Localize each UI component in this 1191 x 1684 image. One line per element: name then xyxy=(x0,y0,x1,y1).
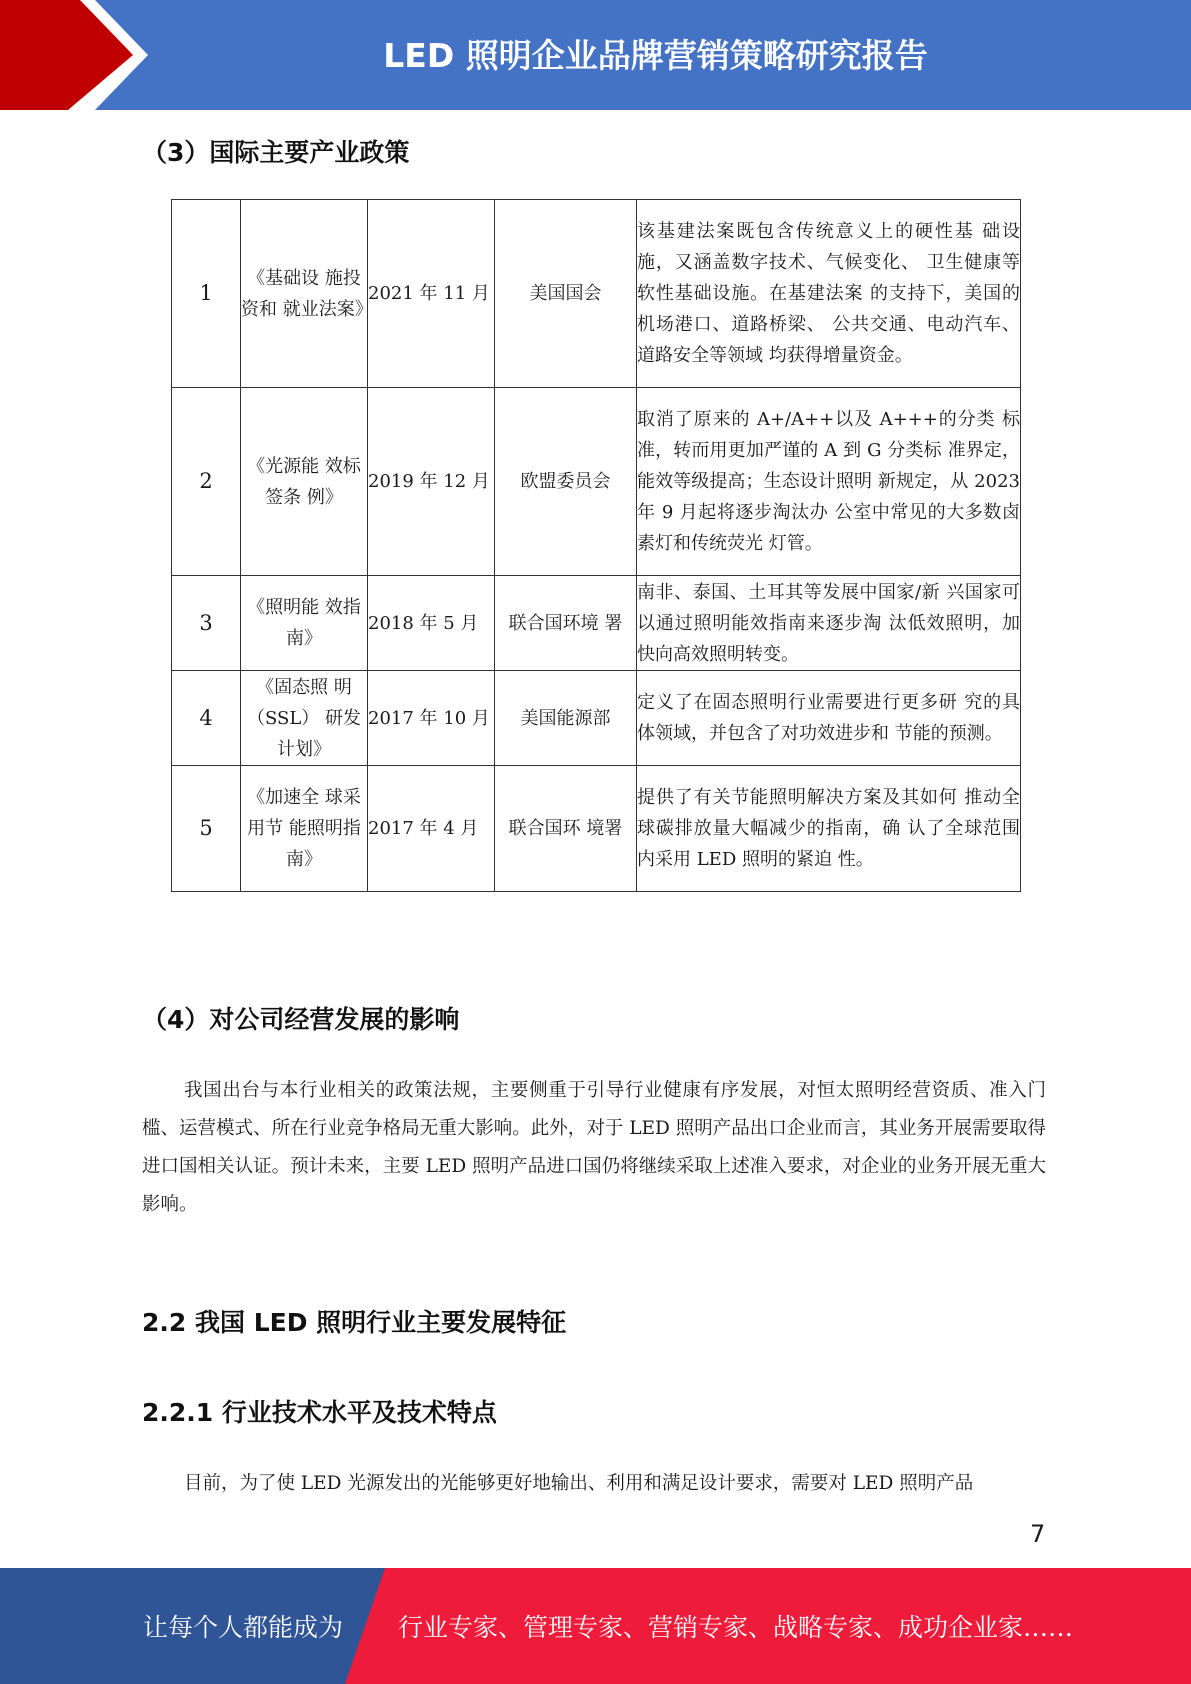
page-header xyxy=(0,0,1191,110)
policy-description: 南非、泰国、土耳其等发展中国家/新 兴国家可以通过照明能效指南来逐步淘 汰低效照明，加快向高效照明转变。 xyxy=(637,576,1021,671)
policy-issuer: 美国能源部 xyxy=(495,671,637,766)
section-2-2-1-paragraph: 目前，为了使 LED 光源发出的光能够更好地输出、利用和满足设计要求，需要对 LED 照明产品 xyxy=(184,1473,974,1494)
page-number: 7 xyxy=(1030,1520,1046,1548)
row-number: 3 xyxy=(172,576,241,671)
policy-issuer: 联合国环境 署 xyxy=(495,576,637,671)
policy-issuer: 美国国会 xyxy=(495,200,637,388)
policy-date: 2017 年 10 月 xyxy=(368,671,495,766)
row-number: 2 xyxy=(172,388,241,576)
table-row xyxy=(172,766,1021,892)
page-footer xyxy=(0,1568,1191,1684)
table-row xyxy=(172,671,1021,766)
policy-issuer: 欧盟委员会 xyxy=(495,388,637,576)
policy-description: 定义了在固态照明行业需要进行更多研 究的具体领域，并包含了对功效进步和 节能的预测。 xyxy=(637,671,1021,766)
policy-name: 《基础设 施投资和 就业法案》 xyxy=(241,200,368,388)
footer-slogan-left: 让每个人都能成为 xyxy=(143,1613,344,1642)
section-4-paragraph: 我国出台与本行业相关的政策法规，主要侧重于引导行业健康有序发展，对恒太照明经营资质、准入门槛、运营模式、所在行业竞争格局无重大影响。此外，对于 LED 照明产品出口企业而言，其业务开展需要取得进口国相关认证。预计未来，主要 LED 照明产品进口国仍将继续采取上述准入要求，对企业的业务开展无重大影响。 xyxy=(142,1080,1046,1215)
row-number: 1 xyxy=(172,200,241,388)
policy-description: 提供了有关节能照明解决方案及其如何 推动全球碳排放量大幅减少的指南，确 认了全球范围内采用 LED 照明的紧迫 性。 xyxy=(637,766,1021,892)
header-title: LED 照明企业品牌营销策略研究报告 xyxy=(383,36,928,75)
policy-description: 该基建法案既包含传统意义上的硬性基 础设施，又涵盖数字技术、气候变化、 卫生健康等软性基础设施。在基建法案 的支持下，美国的机场港口、道路桥梁、 公共交通、电动汽车、道路安全等领域 均获得增量资金。 xyxy=(637,200,1021,388)
policy-date: 2021 年 11 月 xyxy=(368,200,495,388)
policy-issuer: 联合国环 境署 xyxy=(495,766,637,892)
table-row xyxy=(172,388,1021,576)
policy-date: 2018 年 5 月 xyxy=(368,576,495,671)
table-row xyxy=(172,576,1021,671)
policy-name: 《加速全 球采用节 能照明指 南》 xyxy=(241,766,368,892)
policy-date: 2017 年 4 月 xyxy=(368,766,495,892)
section-4-heading: （4）对公司经营发展的影响 xyxy=(142,1005,460,1034)
policy-table xyxy=(171,199,1021,892)
footer-slogan-right: 行业专家、管理专家、营销专家、战略专家、成功企业家…… xyxy=(398,1613,1074,1642)
policy-name: 《光源能 效标签条 例》 xyxy=(241,388,368,576)
policy-name: 《固态照 明（SSL） 研发计划》 xyxy=(241,671,368,766)
section-3-heading: （3）国际主要产业政策 xyxy=(142,138,410,167)
policy-description: 取消了原来的 A+/A++以及 A+++的分类 标准，转而用更加严谨的 A 到 G 分类标 准界定，能效等级提高；生态设计照明 新规定，从 2023 年 9 月起将逐步淘汰办 公室中常见的大多数卤素灯和传统荧光 灯管。 xyxy=(637,388,1021,576)
row-number: 4 xyxy=(172,671,241,766)
section-2-2-heading: 2.2 我国 LED 照明行业主要发展特征 xyxy=(142,1308,567,1337)
policy-date: 2019 年 12 月 xyxy=(368,388,495,576)
policy-name: 《照明能 效指南》 xyxy=(241,576,368,671)
table-row xyxy=(172,200,1021,388)
section-2-2-1-heading: 2.2.1 行业技术水平及技术特点 xyxy=(142,1398,497,1427)
row-number: 5 xyxy=(172,766,241,892)
